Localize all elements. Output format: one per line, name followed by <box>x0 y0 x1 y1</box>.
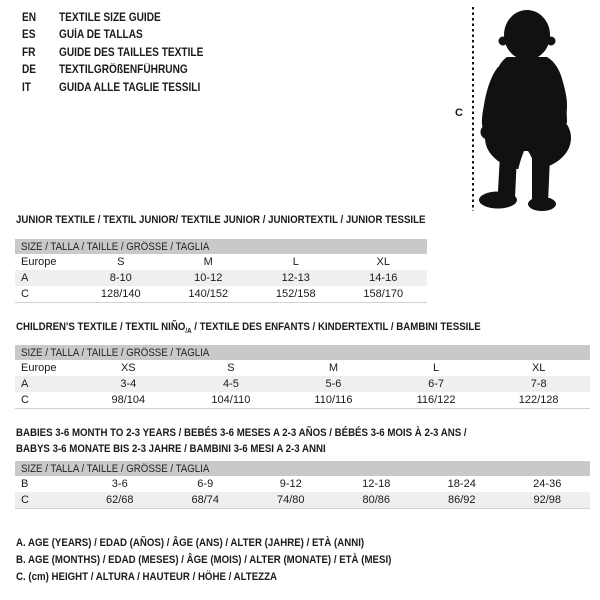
cell: 6-7 <box>428 378 445 390</box>
size-header-text: SIZE / TALLA / TAILLE / GRÖSSE / TAGLIA <box>21 240 210 253</box>
babies-size-table <box>15 461 590 509</box>
language-label: GUÍA DE TALLAS <box>59 29 143 42</box>
cell: S <box>117 256 125 268</box>
language-label: TEXTILGRÖßENFÜHRUNG <box>59 64 188 77</box>
cell: 3-4 <box>120 378 137 390</box>
footnote-c: C. (cm) HEIGHT / ALTURA / HAUTEUR / HÖHE / ALTEZZA <box>16 571 278 583</box>
cell: 140/152 <box>188 288 229 300</box>
language-row-es <box>22 27 223 45</box>
cell: 8-10 <box>109 272 132 284</box>
row-label: C <box>21 288 29 300</box>
cell: 104/110 <box>211 394 251 406</box>
size-header-text: SIZE / TALLA / TAILLE / GRÖSSE / TAGLIA <box>21 346 210 359</box>
table-row <box>15 492 590 508</box>
language-row-en <box>22 9 223 27</box>
legend-footnotes <box>16 537 443 588</box>
language-code: EN <box>22 11 37 24</box>
cell: 158/170 <box>363 288 404 300</box>
cell: 128/140 <box>100 288 141 300</box>
cell: 18-24 <box>447 478 476 490</box>
cell: L <box>292 256 299 268</box>
cell: 4-5 <box>222 378 239 390</box>
table-row <box>15 286 427 302</box>
cell: 74/80 <box>276 494 305 506</box>
table-row <box>15 392 590 408</box>
cell: 5-6 <box>325 378 342 390</box>
junior-size-table-rows <box>15 254 427 302</box>
cell: 24-36 <box>533 478 562 490</box>
cell: 122/128 <box>518 394 559 406</box>
cell: 98/104 <box>111 394 146 406</box>
cell: 86/92 <box>447 494 476 506</box>
cell: L <box>433 362 440 374</box>
babies-section-title <box>16 425 528 457</box>
cell: 14-16 <box>369 272 398 284</box>
language-row-it <box>22 79 223 97</box>
cell: 9-12 <box>279 478 302 490</box>
row-label: C <box>21 494 29 506</box>
baby-silhouette-image <box>474 5 592 211</box>
height-measure-label: C <box>455 107 463 119</box>
footnote-b: B. AGE (MONTHS) / EDAD (MESES) / ÂGE (MOIS) / ALTER (MONATE) / ETÀ (MESI) <box>16 554 392 566</box>
row-label: Europe <box>21 256 57 268</box>
cell: XL <box>376 256 390 268</box>
cell: 68/74 <box>191 494 220 506</box>
cell: 3-6 <box>111 478 128 490</box>
language-label: GUIDE DES TAILLES TEXTILE <box>59 46 204 59</box>
language-label: TEXTILE SIZE GUIDE <box>59 11 161 24</box>
cell: 92/98 <box>533 494 562 506</box>
children-size-table <box>15 345 590 409</box>
cell: 110/116 <box>314 394 353 406</box>
size-header-text: SIZE / TALLA / TAILLE / GRÖSSE / TAGLIA <box>21 462 210 475</box>
cell: M <box>328 362 339 374</box>
table-row <box>15 476 590 492</box>
cell: S <box>227 362 235 374</box>
row-label: C <box>21 394 29 406</box>
cell: 12-13 <box>281 272 310 284</box>
language-row-de <box>22 62 223 80</box>
table-row <box>15 360 590 376</box>
language-code: ES <box>22 29 36 42</box>
cell: M <box>203 256 213 268</box>
language-title-list <box>22 9 223 97</box>
cell: XS <box>120 362 136 374</box>
language-code: IT <box>22 81 32 94</box>
cell: 10-12 <box>194 272 223 284</box>
babies-size-table-rows <box>15 476 590 508</box>
cell: 7-8 <box>530 378 547 390</box>
cell: 12-18 <box>362 478 391 490</box>
table-row <box>15 270 427 286</box>
row-label: B <box>21 478 29 490</box>
cell: XL <box>531 362 546 374</box>
children-size-table-header <box>15 345 590 360</box>
children-size-table-rows <box>15 360 590 408</box>
footnote-a: A. AGE (YEARS) / EDAD (AÑOS) / ÂGE (ANS) / ALTER (JAHRE) / ETÀ (ANNI) <box>16 537 365 549</box>
table-row <box>15 254 427 270</box>
junior-section-title <box>16 212 481 228</box>
table-row <box>15 376 590 392</box>
title-part: CHILDREN'S TEXTILE / TEXTIL NIÑO <box>16 321 186 333</box>
title-subscript: /A <box>185 328 192 336</box>
language-code: FR <box>22 46 36 59</box>
cell: 80/86 <box>362 494 391 506</box>
cell: 152/158 <box>275 288 316 300</box>
language-row-fr <box>22 44 223 62</box>
cell: 62/68 <box>105 494 134 506</box>
language-label: GUIDA ALLE TAGLIE TESSILI <box>59 81 201 94</box>
children-section-title-text <box>16 319 481 340</box>
row-label: Europe <box>21 362 57 374</box>
row-label: A <box>21 272 29 284</box>
junior-section-title-text: JUNIOR TEXTILE / TEXTIL JUNIOR/ TEXTILE JUNIOR / JUNIORTEXTIL / JUNIOR TESSILE <box>16 214 426 226</box>
cell: 116/122 <box>416 394 456 406</box>
babies-title-line1: BABIES 3-6 MONTH TO 2-3 YEARS / BEBÉS 3-6 MESES A 2-3 AÑOS / BÉBÉS 3-6 MOIS À 2-3 ANS / <box>16 427 467 439</box>
junior-size-table <box>15 239 427 303</box>
cell: 6-9 <box>197 478 214 490</box>
babies-size-table-header <box>15 461 590 476</box>
children-section-title <box>16 319 544 340</box>
babies-title-line2: BABYS 3-6 MONATE BIS 2-3 JAHRE / BAMBINI 3-6 MESI A 2-3 ANNI <box>16 443 326 455</box>
title-part: / TEXTILE DES ENFANTS / KINDERTEXTIL / BAMBINI TESSILE <box>191 321 481 333</box>
row-label: A <box>21 378 29 390</box>
language-code: DE <box>22 64 37 77</box>
junior-size-table-header <box>15 239 427 254</box>
